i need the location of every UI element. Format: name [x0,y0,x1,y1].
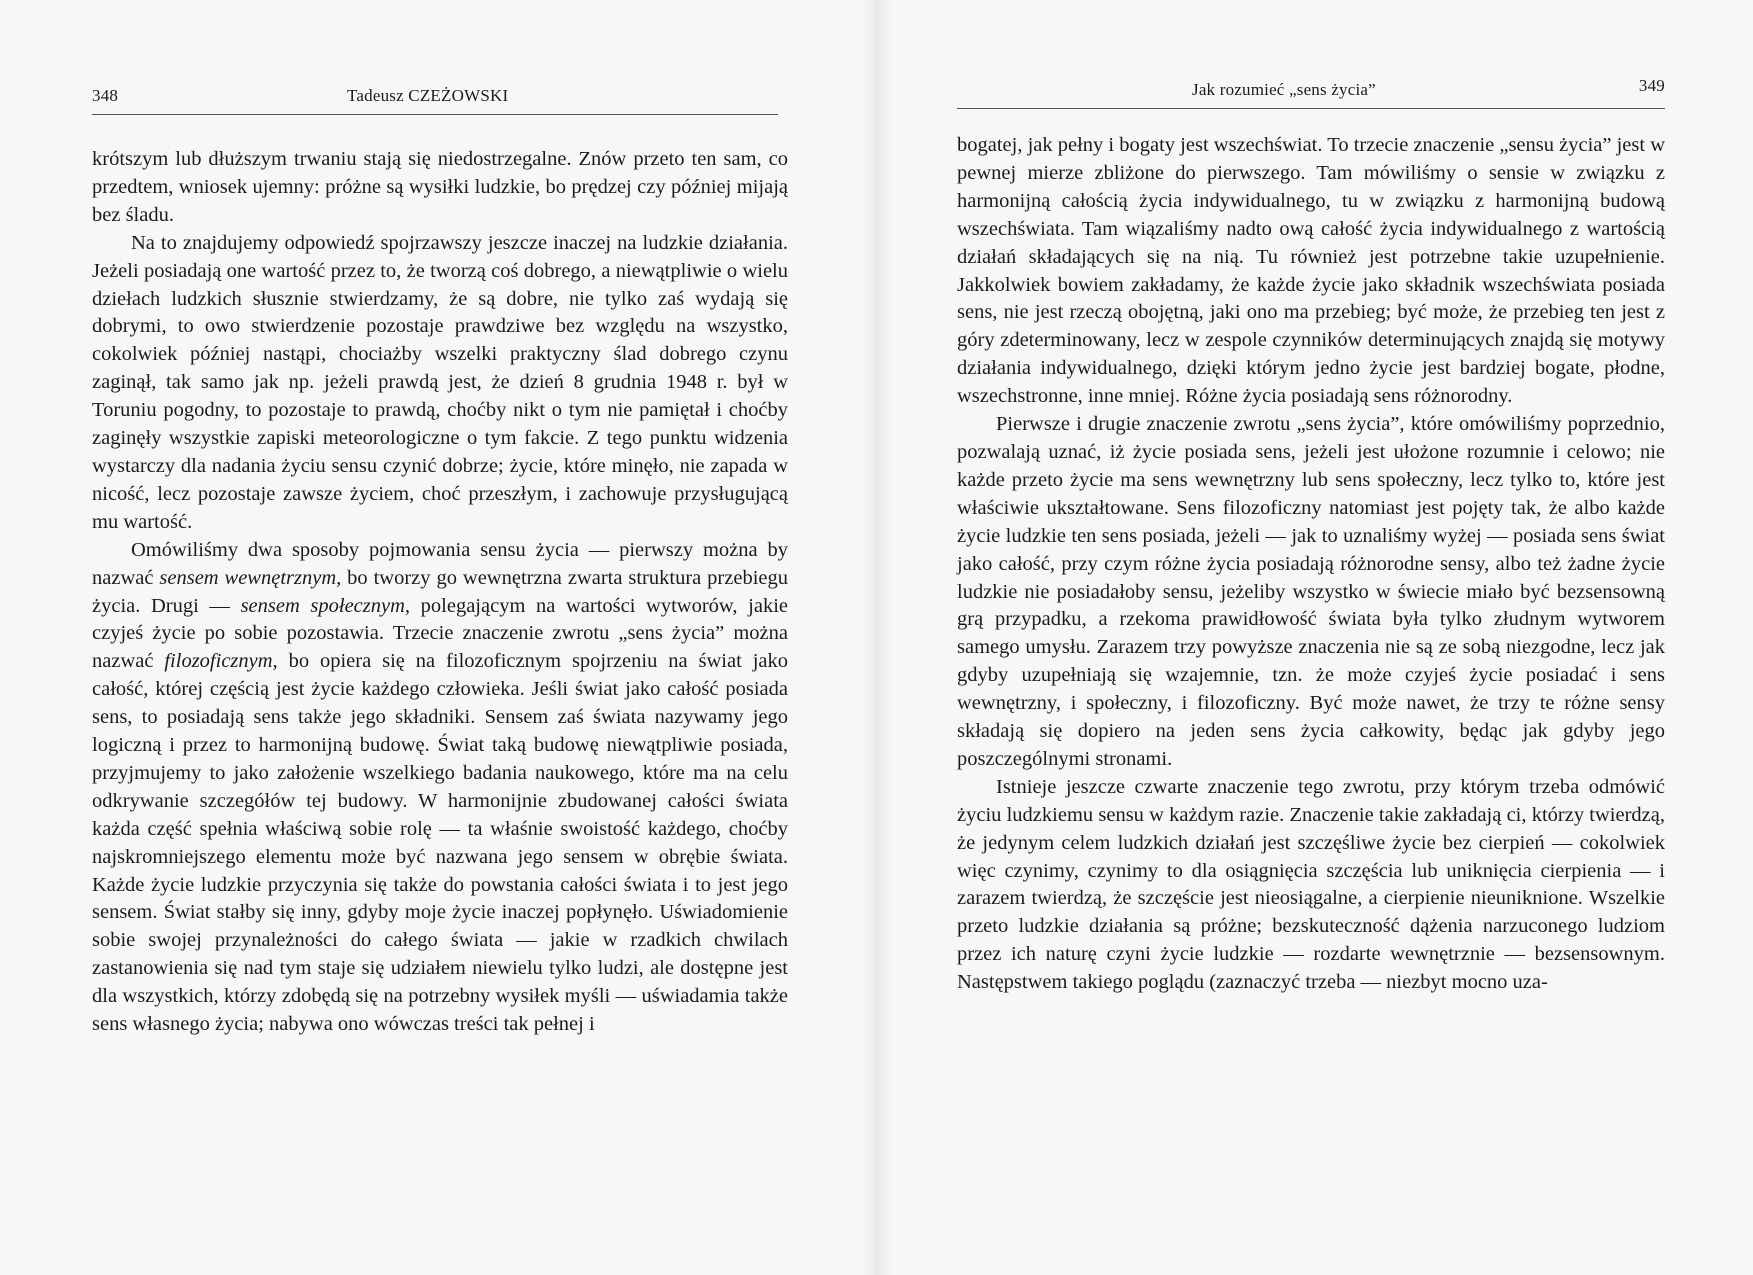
italic-term: sensem wewnętrznym, [159,566,342,589]
left-page-number: 348 [92,86,119,105]
right-page [877,0,1753,1275]
right-running-head: Jak rozumieć „sens życia” [1192,80,1376,99]
paragraph-text: Istnieje jeszcze czwarte znaczenie tego zwrotu, przy którym trzeba odmówić życiu ludzkiemu sensu w każdym razie. Znaczenie takie zakładają ci, którzy twierdzą, że jedynym celem ludzkich działań jest szczęśliwe życie bez cierpień — cokolwiek więc czynimy, czynimy to dla osiągnięcia szczęścia lub uniknięcia cierpienia — i zarazem twierdzą, że szczęście jest nieosiągalne, a cierpienie nieuniknione. Wszelkie przeto ludzkie działania są próżne; bezskuteczność dążenia narzuconego ludziom przez ich naturę czyni życie ludzkie — rozdarte wewnętrznie — bezsensownym. Następstwem takiego poglądu (zaznaczyć trzeba — niezbyt mocno uza- [957,775,1665,994]
left-running-head: Tadeusz CZEŻOWSKI [347,86,509,105]
paragraph-text: Omówiliśmy dwa sposoby pojmowania sensu życia — pierwszy można by nazwać [92,538,788,589]
left-page [0,0,876,1275]
paragraph-text: bo tworzy go wewnętrzna zwarta struktura przebiegu życia. Drugi — [92,566,789,617]
right-page-header [957,76,1665,109]
paragraph [92,146,788,230]
paragraph-text: krótszym lub dłuższym trwaniu stają się niedostrzegalne. Znów przeto ten sam, co przedtem, wniosek ujemny: próżne są wysiłki ludzkie, bo prędzej czy później mijają bez śladu. [92,148,788,226]
paragraph [957,132,1665,411]
paragraph-text: Pierwsze i drugie znaczenie zwrotu „sens życia”, które omówiliśmy poprzednio, pozwalają uznać, iż życie posiada sens, jeżeli jest ułożone rozumnie i celowo; nie każde przeto życie ma sens wewnętrzny lub sens społeczny, lecz tylko to, które jest właściwie ukształtowane. Sens filozoficzny natomiast jest pojęty tak, że albo każde życie ludzkie ten sens posiada, jeżeli — jak to uznaliśmy wyżej — posiada sens świat jako całość, przy czym różne życia posiadają różnorodne sensy, albo też żadne życie ludzkie nie posiadałoby sensu, jeżeliby wszystko w świecie miało być bezsensowną grą przypadku, a rzekoma prawidłowość świata była tylko złudnym wytworem samego umysłu. Zarazem trzy powyższe znaczenia nie są ze sobą niezgodne, lecz jak gdyby uzupełniają się wzajemnie, tzn. że może czyjeś życie posiadać i sens wewnętrzny, i społeczny, i filozoficzny. Być może nawet, że trzy te różne sensy składają się dopiero na jeden sens życia całkowity, będąc jak gdyby jego poszczególnymi stronami. [957,413,1665,770]
left-page-body [92,146,788,1039]
paragraph-text: bo opiera się na filozoficznym spojrzeniu na świat jako całość, której częścią jest życie każdego człowieka. Jeśli świat jako całość posiada sens, to posiadają sens także jego składniki. Sensem zaś świata nazywamy jego logiczną i przez to harmonijną budowę. Świat taką budowę niewątpliwie posiada, przyjmujemy to jako założenie wszelkiego badania naukowego, które ma na celu odkrywanie szczegółów tej budowy. W harmonijnie zbudowanej całości świata każda część spełnia właściwą sobie rolę — ta właśnie swoistość każdego, choćby najskromniejszego elementu może być nazwana jego sensem w obrębie świata. Każde życie ludzkie przyczynia się także do powstania całości świata i to jest jego sensem. Świat stałby się inny, gdyby moje życie inaczej popłynęło. Uświadomienie sobie swojej przynależności do całego świata — jakie w rzadkich chwilach zastanowienia się nad tym staje się udziałem niewielu tylko ludzi, ale dostępne jest dla wszystkich, którzy zdobędą się na potrzebny wysiłek myśli — uświadamia także sens własnego życia; nabywa ono wówczas treści tak pełnej i [92,650,788,1036]
paragraph [957,774,1665,997]
paragraph [957,411,1665,774]
paragraph [92,537,788,1039]
italic-term: filozoficznym, [164,650,278,673]
italic-term: sensem społecznym, [240,594,411,617]
right-page-body [957,132,1665,997]
paragraph-text: polegającym na wartości wytworów, jakie czyjeś życie po sobie pozostawia. Trzecie znaczenie zwrotu „sens życia” można nazwać [92,594,788,673]
left-page-header [92,86,778,115]
right-page-number: 349 [1638,76,1665,95]
paragraph-text: Na to znajdujemy odpowiedź spojrzawszy jeszcze inaczej na ludzkie działania. Jeżeli posiadają one wartość przez to, że tworzą coś dobrego, a niewątpliwie o wielu dziełach ludzkich słusznie stwierdzamy, że są dobre, nie tylko zaś wydają się dobrymi, to owo stwierdzenie pozostaje prawdziwe bez względu na wszystko, cokolwiek później nastąpi, chociażby wszelki praktyczny ślad dobrego czynu zaginął, tak samo jak np. jeżeli prawdą jest, że dzień 8 grudnia 1948 r. był w Toruniu pogodny, to pozostaje to prawdą, choćby nikt o tym nie pamiętał i choćby zaginęły wszystkie zapiski meteorologiczne o tym fakcie. Z tego punktu widzenia wystarczy dla nadania życiu sensu czynić dobrze; życie, które minęło, nie zapada w nicość, lecz pozostaje zawsze życiem, choć przeszłym, i zachowuje przysługującą mu wartość. [92,231,788,533]
paragraph-text: bogatej, jak pełny i bogaty jest wszechświat. To trzecie znaczenie „sensu życia” jest w pewnej mierze zbliżone do pierwszego. Tam mówiliśmy o sensie w związku z harmonijną całością życia indywidualnego, tu w związku z harmonijną budową wszechświata. Tam wiązaliśmy nadto ową całość życia indywidualnego z wartością działań składających się na nią. Tu również jest potrzebne takie uzupełnienie. Jakkolwiek bowiem zakładamy, że każde życie jako składnik wszechświata posiada sens, nie jest rzeczą obojętną, jaki ono ma przebieg; być może, że przebieg ten jest z góry zdeterminowany, lecz w zespole czynników determinujących znajdą się motywy działania indywidualnego, dzięki którym jedno życie jest bardziej bogate, płodne, wszechstronne, inne mniej. Różne życia posiadają sens różnorodny. [957,134,1666,408]
paragraph [92,230,788,537]
